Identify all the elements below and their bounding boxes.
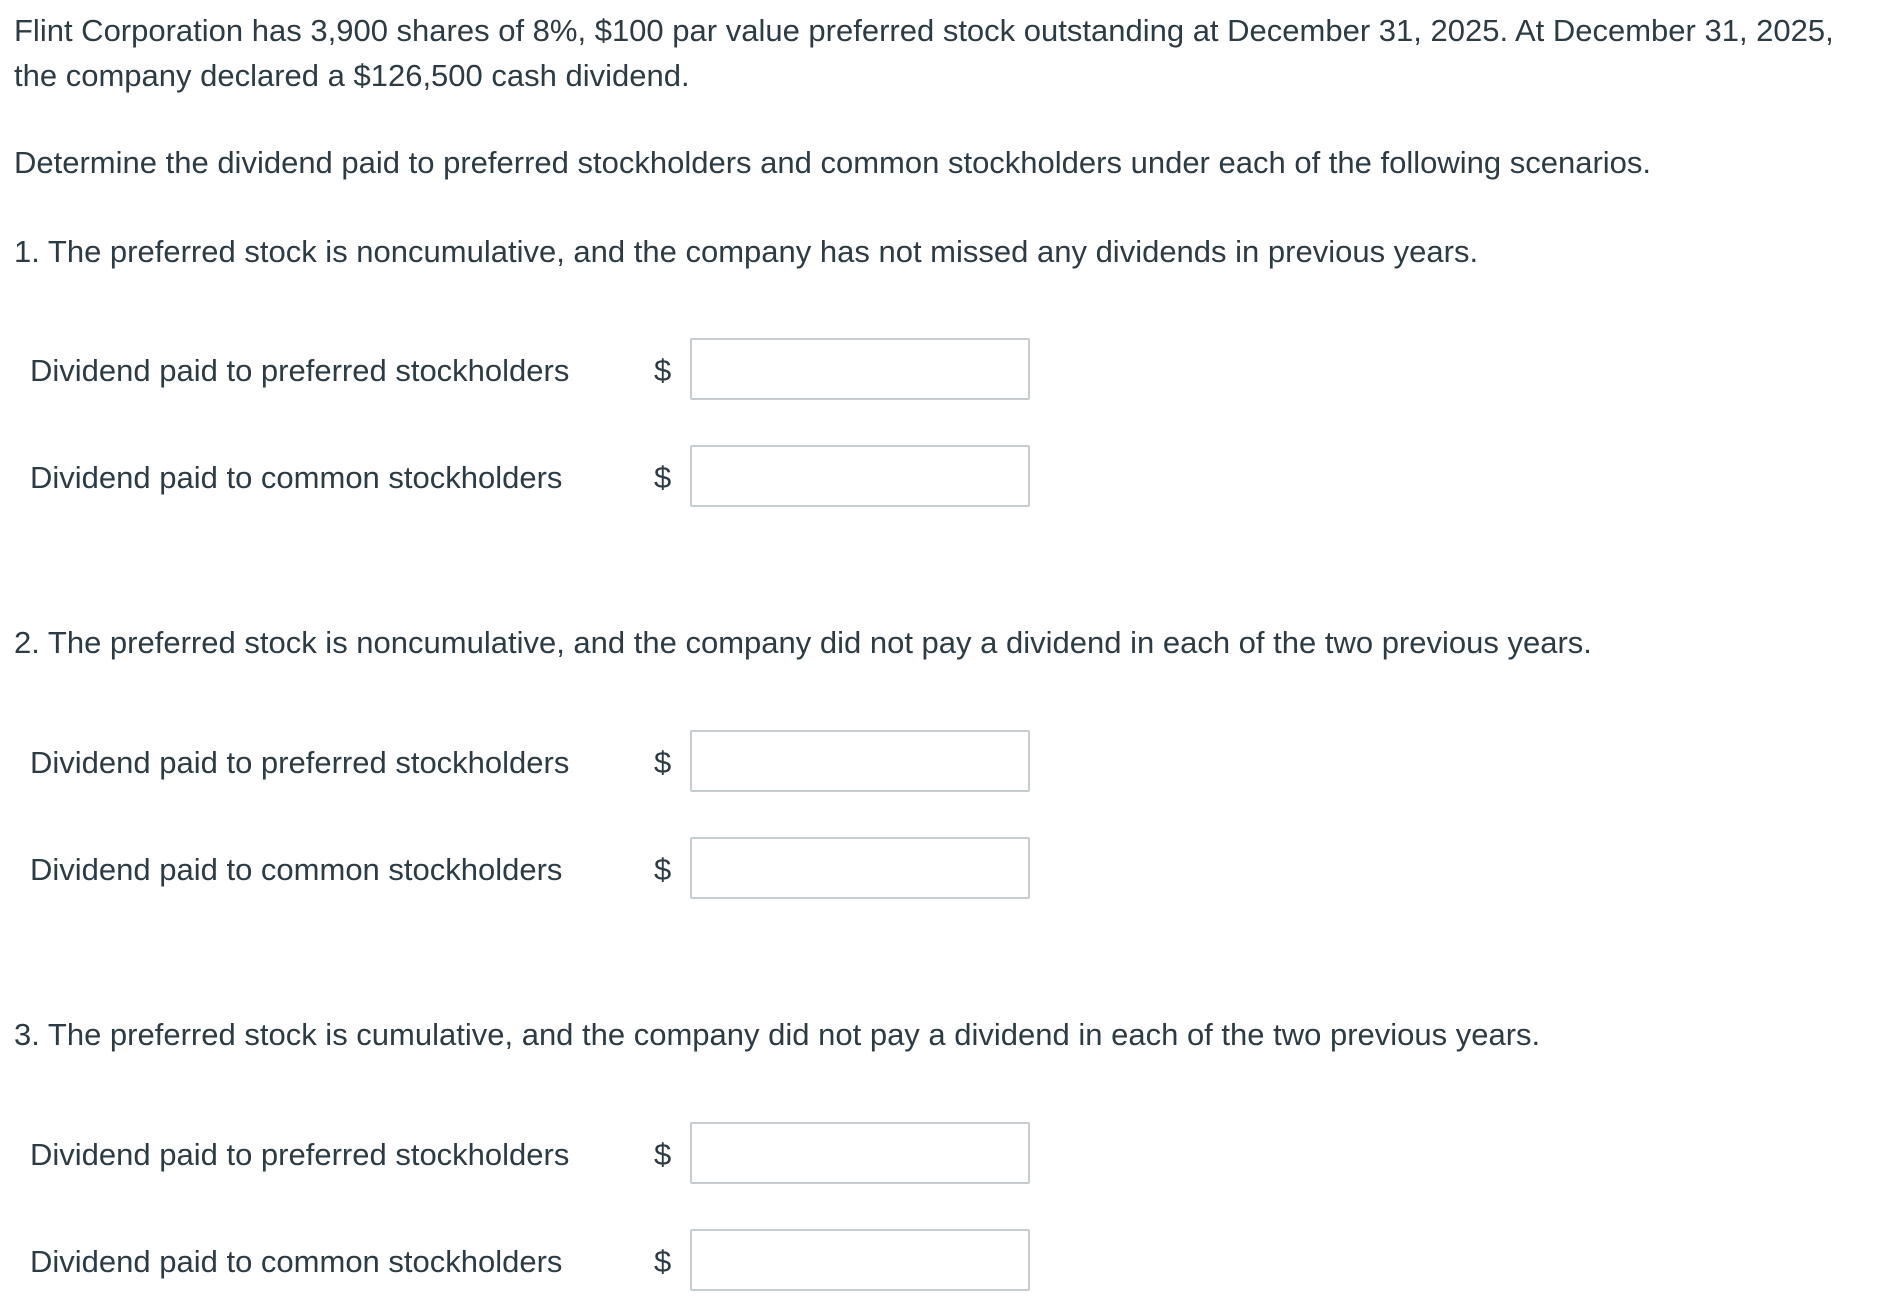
scenario-2-preferred-row <box>30 730 1040 796</box>
scenario-1-preferred-row <box>30 338 1040 404</box>
dollar-sign: $ <box>654 353 672 388</box>
scenario-1-common-row <box>30 445 1040 511</box>
scenario-2-common-row <box>30 837 1040 903</box>
scenario-1-text: 1. The preferred stock is noncumulative, and the company has not missed any dividends in previous years. <box>14 234 1479 269</box>
scenario-3-preferred-row <box>30 1122 1040 1188</box>
problem-intro: Flint Corporation has 3,900 shares of 8%, $100 par value preferred stock outstanding at December 31, 2025. At December 31, 2025, the company declared a $126,500 cash dividend. <box>14 13 1834 93</box>
scenario-3-common-input[interactable] <box>690 1229 1030 1291</box>
dollar-sign: $ <box>654 745 672 780</box>
scenario-1-common-input[interactable] <box>690 445 1030 507</box>
scenario-3-text: 3. The preferred stock is cumulative, and the company did not pay a dividend in each of the two previous years. <box>14 1017 1541 1052</box>
scenario-1-preferred-label: Dividend paid to preferred stockholders <box>30 353 570 388</box>
scenario-3-preferred-label: Dividend paid to preferred stockholders <box>30 1137 570 1172</box>
scenario-2-common-input[interactable] <box>690 837 1030 899</box>
scenario-2-preferred-input[interactable] <box>690 730 1030 792</box>
problem-instruction: Determine the dividend paid to preferred stockholders and common stockholders under each of the following scenarios. <box>14 145 1652 180</box>
dollar-sign: $ <box>654 852 672 887</box>
scenario-2-common-label: Dividend paid to common stockholders <box>30 852 563 887</box>
dollar-sign: $ <box>654 1244 672 1279</box>
dollar-sign: $ <box>654 460 672 495</box>
scenario-2-text: 2. The preferred stock is noncumulative, and the company did not pay a dividend in each of the two previous years. <box>14 625 1592 660</box>
dollar-sign: $ <box>654 1137 672 1172</box>
scenario-3-common-row <box>30 1229 1040 1295</box>
scenario-3-preferred-input[interactable] <box>690 1122 1030 1184</box>
scenario-1-common-label: Dividend paid to common stockholders <box>30 460 563 495</box>
scenario-1-preferred-input[interactable] <box>690 338 1030 400</box>
scenario-3-common-label: Dividend paid to common stockholders <box>30 1244 563 1279</box>
scenario-2-preferred-label: Dividend paid to preferred stockholders <box>30 745 570 780</box>
